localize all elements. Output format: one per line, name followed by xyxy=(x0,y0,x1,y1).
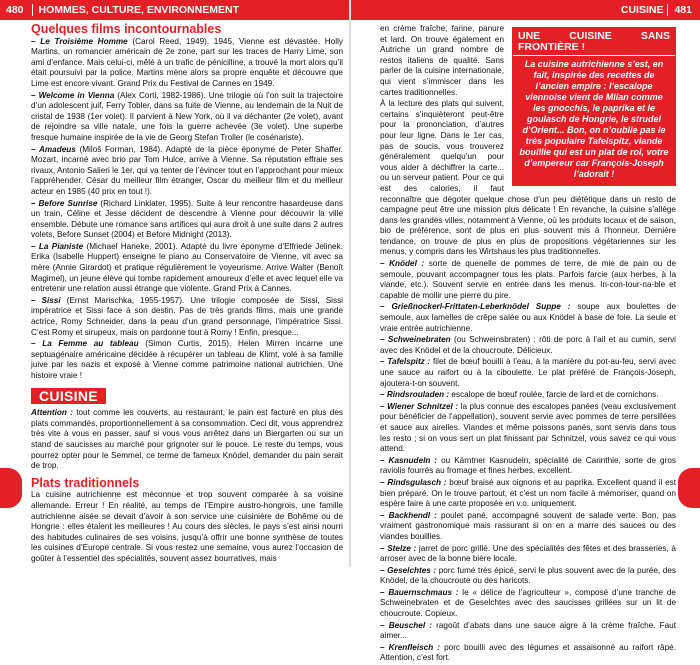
right-thumb-tab xyxy=(678,468,700,508)
film-entry: – Welcome in Vienna (Alex Corti, 1982-1986). Une trilogie où l’on suit la trajectoire d’un adolescent juif, Ferry Tobler, dans sa fuite de Vienne, au lendemain de la Nuit de cristal de 1938 (1er volet). Il parvient à New York, où il va déchanter (2e volet), avant de rejoindre sa ville natale, une fois la guerre achevée (3e volet). Une superbe fresque humaine inspirée de la vie de Georg Stefan Troller (le cosénariste). xyxy=(31,90,343,142)
films-heading: Quelques films incontournables xyxy=(31,22,222,36)
dish-entry: – Geselchtes : porc fumé très épicé, servi le plus souvent avec de la purée, des Knödel, de la choucroute ou des haricots. xyxy=(380,565,676,586)
film-entry: – Before Sunrise (Richard Linklater, 1995). Suite à leur rencontre hasardeuse dans un train, Céline et Jesse décident de descendre à Vienne pour découvrir la ville ensemble. Débute une romance sans artifices qui aura droit à une suite dans 2 autres volets, Before Sunset (2004) et Before Midnight (2013). xyxy=(31,198,343,240)
left-column xyxy=(31,24,343,566)
dish-entry: – Knödel : sorte de quenelle de pommes de terre, de mie de pain ou de semoule, pouvant accompagner tous les plats. Parfois farcie (aux herbes, à la viande, etc.). Souvent servie en entrée dans les menus. In-con-tour-na-ble et capable de mollir une pierre du pire. xyxy=(380,259,676,300)
right-column xyxy=(380,24,676,665)
dish-entry: – Wiener Schnitzel : la plus connue des escalopes panées (veau exclusivement pour bénéficier de l’appellation), souvent servie avec pommes de terre persillées et sauce aux airelles. Viandes et même poissons panés, sont servis dans tous les resto ; si on vous sert un plat finissant par Schnitzel, vous savez ce qui vous attend. xyxy=(380,401,676,454)
film-entry: – Le Troisième Homme (Carol Reed, 1949). 1945, Vienne est dévastée. Holly Martins, un romancier américain de 2e zone, part sur les traces de Harry Lime, son ami d’enfance. Mais celui-ci, mêlé à un trafic de pénicilline, a trouvé la mort alors qu’il était poursuivi par la police. Martins mène alors sa propre enquête et découvre que Lime est encore vivant. Grand Prix du Festival de Cannes en 1949. xyxy=(31,36,343,88)
right-page-header xyxy=(351,0,700,20)
film-entry: – Amadeus (Miloš Forman, 1984). Adapté de la pièce éponyme de Peter Shaffer. Mozart, incarné avec brio par Tom Hulce, arrive à Vienne. Sa réputation effraie ses rivaux, Antonio Salieri le 1er, qui va tenter de l’évincer tout en l’approchant pour mieux l’appréhender. César du meilleur film étranger, Oscar du meilleur film et du meilleur acteur en 1985 (40 prix en tout !). xyxy=(31,144,343,196)
dish-entry: – Stelze : jarret de porc grillé. Une des spécialités des fêtes et des brasseries, à arroser avec de la bonne bière locale. xyxy=(380,543,676,564)
page-gutter xyxy=(349,0,351,567)
header-separator xyxy=(667,4,668,16)
plats-paragraph: La cuisine autrichienne est méconnue et trop souvent comparée à sa voisine allemande. Erreur ! En réalité, au temps de l’Empire austro-hongrois, une famille autrichienne aisée se devait d’avoir à son service une cuisinière de Bohême ou de Hongrie : elles étaient les meilleures ! Au cours des siècles, le pays s’est ainsi nourri des habitudes culinaires de ses voisins, jusqu’à offrir une bonne synthèse de toutes les cuisines d’Europe centrale. Si vous restez une semaine, vous aurez l’occasion de goûter à l’essentiel des spécialités, souvent assez bourratives, mais xyxy=(31,490,343,563)
left-page-number: 480 xyxy=(6,4,24,16)
dish-entry: – Krenfleisch : porc bouilli avec des légumes et assaisonné au raifort râpé. Attention, c’est fort. xyxy=(380,642,676,663)
dish-entry: – Beuschel : ragoût d’abats dans une sauce aigre à la crème fraîche. Faut aimer... xyxy=(380,620,676,641)
left-page-header xyxy=(0,0,349,20)
sidebar-box xyxy=(512,27,676,186)
intro-paragraph: en crème fraîche, farine, panure et lard. On trouve également en Autriche un grand nombre de restos italiens de qualité. Sans parler de la cuisine internationale, qui vient s’immiscer dans les cartes traditionnelles. xyxy=(380,24,504,97)
film-entry: – Sissi (Ernst Marischka, 1955-1957). Une trilogie composée de Sissi, Sissi impératrice et Sissi face à son destin. Pas de très grands films, mais une grande actrice, Romy Schneider, dans la peau d’un grand personnage, l’impératrice Sissi. C’est Romy et sirupeux, mais on pardonne tout à Romy ! Enfin, presque... xyxy=(31,295,343,337)
right-page-number: 481 xyxy=(674,4,692,16)
sidebar-title: UNE CUISINE SANS FRONTIÈRE ! xyxy=(513,28,675,55)
dish-entry: – Bauernschmaus : le « délice de l’agriculteur », composé d’une tranche de Schweinebraten et de Geselchtes avec des saucisses grillées sur un lit de choucroute. Copieux. xyxy=(380,587,676,619)
dish-entry: – Rindsgulasch : bœuf braisé aux oignons et au paprika. Excellent quand il est bien préparé. On le trouve partout, et c’est un nom facile à mémoriser, quand on espère faire à une carte proposée en v.o. uniquement. xyxy=(380,477,676,509)
film-entry: – La Pianiste (Michael Haneke, 2001). Adapté du livre éponyme d’Elfriede Jelinek. Erika (Isabelle Huppert) enseigne le piano au Conservatoire de Vienne, vit avec sa mère (Annie Girardot) et pratique régulièrement le voyeurisme. Arrive Walter (Benoît Magimel), un jeune élève qui tombe rapidement amoureux d’elle et avec lequel elle va entretenir une relation aussi étrange que violente. Grand Prix à Cannes. xyxy=(31,241,343,294)
dish-entry: – Schweinebraten (ou Schweinsbraten) : rôti de porc à l’ail et au cumin, servi avec des Knödel et de la choucroute. Délicieux. xyxy=(380,335,676,355)
dish-entry: – Kasnudeln : ou Kärntner Kasnudeln, spécialité de Carinthie, sorte de gros raviolis fourrés au fromage et fines herbes, excellent. xyxy=(380,455,676,476)
intro-paragraph-2: À la lecture des plats qui suivent, certains s’inquièteront peut-être pour la prononciation, d’autres pour leur ligne. Dans le 1er cas, pas de soucis, vous trouverez généralement quelqu’un pour vous aider à déchiffrer la carte... ou un serveur patient. Pour ce qui est des calories, il faut reconnaître que dégoter quelque chose d’un peu diététique dans un resto de campagne peut être une mission plus délicate ! En revanche, la cuisine s’allège dans les grandes villes, notamment à Vienne, où les produits locaux et de saison, bio de préférence, sont de plus en plus souvent mis à l’honneur. Dernière tendance, on trouve de plus en plus de propositions végétariennes sur les menus, y compris dans les Wirtshaus les plus traditionnelles. xyxy=(380,99,676,257)
sidebar-text: La cuisine autrichienne s’est, en fait, inspirée des recettes de l’ancien empire : l’escalope viennoise vient de Milan comme les gnocchis, le paprika et le goulasch de Hongrie, le strudel d’Orient... Bon, on n’oublie pas le très populaire Tafelspitz, viande bouillie qui est un plat de roi, votre d’empereur car François-Joseph l’adorait ! xyxy=(513,55,675,185)
right-running-title: CUISINE xyxy=(620,4,664,16)
dish-entry: – Grießnockerl-Frittaten-Leberknödel Suppe : soupe aux boulettes de semoule, aux lamelles de crêpe salée ou aux Knödel à base de foie. La seule et vraie entrée autrichienne. xyxy=(380,302,677,333)
left-running-title: HOMMES, CULTURE, ENVIRONNEMENT xyxy=(38,4,240,16)
header-separator xyxy=(32,4,33,16)
attention-paragraph: Attention : tout comme les couverts, au restaurant, le pain est facturé en plus des plats commandés, proportionnellement à sa consommation. Ceci dit, vous apprendrez très vite à vous en passer, sauf si vous vous arrêtez dans un Biergarten ou sur un stand de saucisses au marché pour grignoter sur le pouce. Le reste du temps, vous pourrez opter pour le Semmel, ce terme de fameux Knödel, demander du pain serait de trop. xyxy=(31,408,343,471)
dish-entry: – Tafelspitz : filet de bœuf bouilli à l’eau, à la manière du pot-au-feu, servi avec une sauce au raifort ou à la ciboulette. Le plat préféré de François-Joseph, ajoutera-t-on souvent. xyxy=(380,357,676,388)
dish-entry: – Rindsrouladen : escalope de bœuf roulée, farcie de lard et de cornichons. xyxy=(380,390,659,400)
left-thumb-tab xyxy=(0,468,22,508)
film-entry: – La Femme au tableau (Simon Curtis, 2015). Helen Mirren incarne une septuagénaire américaine décidée à récupérer un tableau de Klimt, volé à sa famille juive par les nazis et exposé à Vienne comme patrimoine national autrichien. Une histoire vraie ! xyxy=(31,339,343,380)
dish-entry: – Backhendl : poulet pané, accompagné souvent de salade verte. Bon, pas vraiment gastronomique mais rassurant si on en a marre des sauces ou des viandes bouillies. xyxy=(380,510,676,541)
plats-heading: Plats traditionnels xyxy=(31,475,140,490)
cuisine-section-label: CUISINE xyxy=(31,388,106,405)
